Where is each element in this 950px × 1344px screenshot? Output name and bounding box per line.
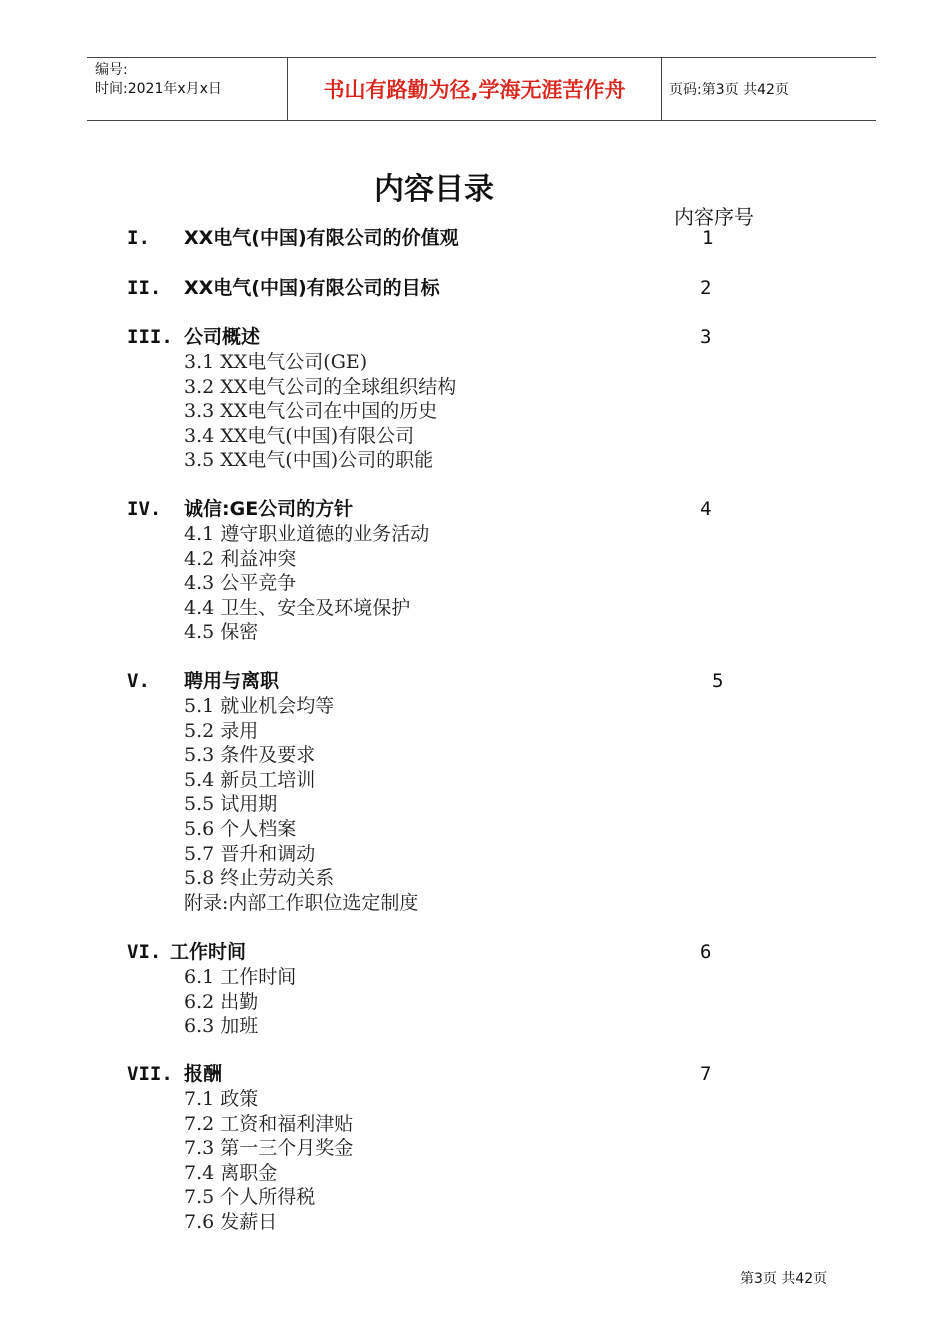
- toc-section-page: 1: [702, 227, 714, 249]
- toc-subitem: 7.2 工资和福利津贴: [184, 1112, 354, 1135]
- time-label: 时间:2021年x月x日: [95, 81, 222, 97]
- toc-section-title: 诚信:GE公司的方针: [184, 498, 354, 520]
- toc-section-title: 报酬: [184, 1063, 223, 1085]
- toc-subitem: 4.4 卫生、安全及环境保护: [184, 596, 411, 619]
- toc-section-title: 聘用与离职: [184, 670, 280, 692]
- page-title: 内容目录: [374, 172, 494, 207]
- toc-section-number: I.: [127, 227, 150, 249]
- serial-label: 编号:: [95, 62, 128, 78]
- toc-subitem: 4.3 公平竞争: [184, 572, 297, 595]
- header-meta: [87, 58, 287, 120]
- column-header: 内容序号: [674, 205, 754, 229]
- toc-subitem: 5.8 终止劳动关系: [184, 867, 335, 890]
- toc-section-title: XX电气(中国)有限公司的价值观: [184, 227, 459, 249]
- toc-subitem: 3.2 XX电气公司的全球组织结构: [184, 375, 457, 398]
- toc-subitem: 7.6 发薪日: [184, 1211, 278, 1233]
- toc-subitem: 7.3 第一三个月奖金: [184, 1137, 354, 1160]
- toc-section-page: 2: [700, 277, 712, 299]
- toc-subitem: 4.2 利益冲突: [184, 547, 297, 570]
- toc-section-page: 7: [700, 1063, 712, 1085]
- header-page-info: 页码:第3页 共42页: [669, 82, 789, 98]
- toc-section-page: 4: [700, 498, 712, 520]
- toc-section-title: 工作时间: [170, 941, 247, 963]
- toc-subitem: 4.5 保密: [184, 621, 259, 644]
- toc-subitem: 5.5 试用期: [184, 793, 278, 816]
- toc-subitem: 5.4 新员工培训: [184, 768, 316, 791]
- toc-section-title: XX电气(中国)有限公司的目标: [184, 277, 440, 299]
- page-header: [87, 57, 876, 121]
- toc-subitem: 5.6 个人档案: [184, 818, 297, 840]
- toc-subitem: 7.4 离职金: [184, 1161, 278, 1184]
- toc-subitem: 3.5 XX电气(中国)公司的职能: [184, 449, 434, 472]
- toc-subitem: 附录:内部工作职位选定制度: [184, 891, 419, 914]
- toc-subitem: 3.1 XX电气公司(GE): [184, 351, 368, 373]
- toc-subitem: 5.7 晋升和调动: [184, 842, 316, 865]
- toc-subitem: 6.1 工作时间: [184, 966, 297, 988]
- page-footer: 第3页 共42页: [740, 1271, 828, 1287]
- toc-section-page: 3: [700, 326, 712, 348]
- toc-subitem: 3.4 XX电气(中国)有限公司: [184, 424, 415, 447]
- toc-subitem: 4.1 遵守职业道德的业务活动: [184, 523, 430, 545]
- toc-subitem: 7.1 政策: [184, 1088, 259, 1110]
- toc-section-number: III.: [127, 326, 173, 348]
- toc-section-number: V.: [127, 670, 150, 692]
- toc-section-number: IV.: [127, 498, 162, 520]
- toc-section-number: VII.: [127, 1063, 173, 1085]
- toc-subitem: 5.1 就业机会均等: [184, 695, 335, 717]
- toc-subitem: 6.3 加班: [184, 1015, 259, 1038]
- toc-subitem: 7.5 个人所得税: [184, 1186, 316, 1209]
- toc-subitem: 6.2 出勤: [184, 990, 259, 1013]
- toc-subitem: 5.2 录用: [184, 719, 259, 742]
- toc-section-page: 6: [700, 941, 712, 963]
- toc-section-title: 公司概述: [184, 326, 261, 348]
- toc-section-number: VI.: [127, 941, 162, 963]
- toc-section-page: 5: [712, 670, 724, 692]
- toc-subitem: 3.3 XX电气公司在中国的历史: [184, 400, 438, 423]
- header-motto: 书山有路勤为径,学海无涯苦作舟: [287, 58, 662, 120]
- toc-section-number: II.: [127, 277, 162, 299]
- toc-subitem: 5.3 条件及要求: [184, 744, 316, 767]
